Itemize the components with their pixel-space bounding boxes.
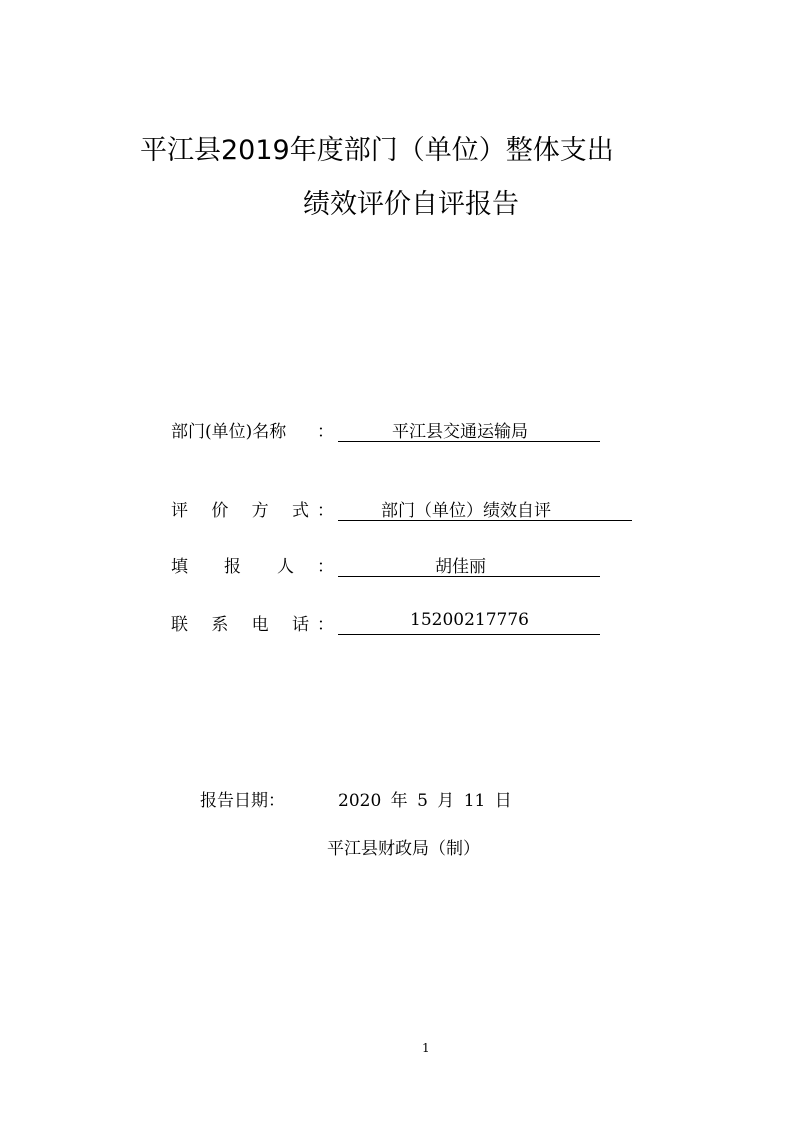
document-title-line-2: 绩效评价自评报告 (303, 189, 519, 220)
unit-name-colon: ： (317, 422, 334, 442)
filler-label-char: 报 (224, 557, 241, 577)
phone-label (171, 610, 309, 635)
page-number: 1 (422, 1041, 430, 1055)
report-date-label: 报告日期： (200, 791, 285, 811)
eval-method-label-char: 方 (251, 501, 269, 521)
unit-name-value: 平江县交通运输局 (392, 422, 528, 442)
phone-label-char: 电 (251, 615, 269, 635)
report-date-value: 2020 年 5 月 11 日 (338, 791, 512, 811)
phone-label-char: 联 (171, 615, 188, 635)
filler-label (171, 552, 294, 577)
eval-method-label-char: 式 (291, 501, 309, 521)
eval-method-value: 部门（单位）绩效自评 (381, 501, 551, 521)
filler-value: 胡佳丽 (435, 557, 486, 577)
eval-method-label-char: 价 (211, 501, 229, 521)
filler-label-char: 人 (277, 557, 294, 577)
phone-underline (338, 610, 600, 635)
phone-label-char: 话 (291, 615, 309, 635)
document-title-line-1: 平江县2019年度部门（单位）整体支出 (140, 135, 614, 166)
phone-value: 15200217776 (410, 610, 529, 630)
eval-method-label (171, 496, 309, 521)
eval-method-colon: ： (317, 501, 334, 521)
unit-name-label: 部门(单位)名称 (171, 422, 287, 442)
filler-label-char: 填 (171, 557, 188, 577)
unit-name-underline (338, 417, 600, 442)
eval-method-underline (338, 496, 632, 521)
filler-underline (338, 552, 600, 577)
phone-colon: ： (317, 615, 334, 635)
eval-method-label-char: 评 (171, 501, 188, 521)
phone-label-char: 系 (211, 615, 229, 635)
issuer: 平江县财政局（制） (327, 839, 480, 859)
filler-colon: ： (317, 557, 334, 577)
